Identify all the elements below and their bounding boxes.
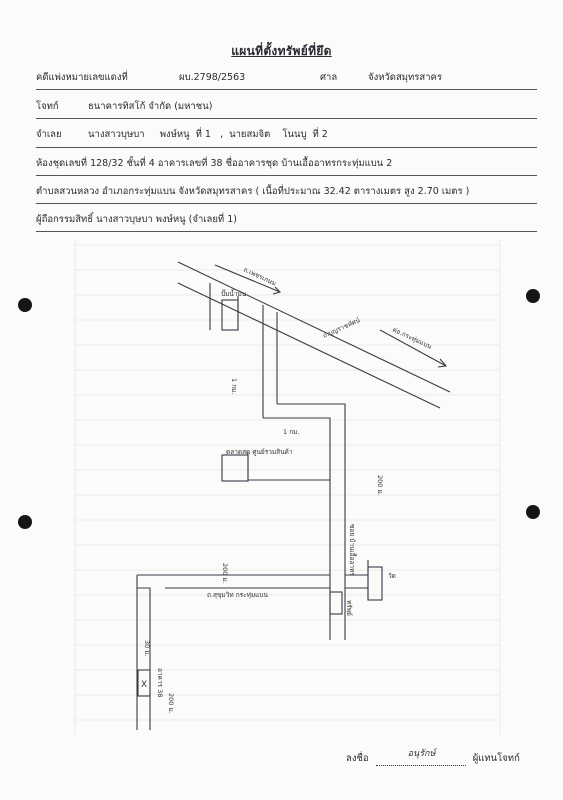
map-label-soi: ซอย บ้านเอื้ออาทร bbox=[348, 524, 356, 576]
map-label-road-diag: ถ.บุญราชทัศน์ bbox=[321, 316, 362, 340]
map-label-target: อาคาร 38 bbox=[156, 668, 164, 698]
owner-line: ผู้ถือกรรมสิทธิ์ นางสาวบุษบา พงษ์หนู (จำเลยที่ 1) bbox=[36, 214, 237, 225]
map-label-dist-5: 30 ม. bbox=[143, 640, 151, 657]
map-label-box-top: ปั๊มน้ำมัน bbox=[221, 290, 247, 298]
property-line-2: ตำบลสวนหลวง อำเภอกระทุ่มแบน จังหวัดสมุทรสาคร ( เนื้อที่ประมาณ 32.42 ตารางเมตร สูง 2.70 เมตร ) bbox=[36, 186, 470, 197]
property-line-1: ห้องชุดเลขที่ 128/32 ชั้นที่ 4 อาคารเลขที่ 38 ชื่ออาคารชุด บ้านเอื้ออาทรกระทุ่มแบน 2 bbox=[36, 158, 393, 169]
document-title: แผนที่ตั้งทรัพย์ที่ยึด bbox=[231, 44, 332, 58]
map-label-dist-3: 200 ม. bbox=[376, 475, 384, 496]
map-label-dist-4: 200 ม. bbox=[221, 563, 229, 584]
map-label-road-bottom: ถ.สุขุมวิท กระทุ่มแบน bbox=[207, 591, 268, 599]
map-label-dist-1: 1 กม. bbox=[230, 378, 238, 395]
signature-role: ผู้แทนโจทก์ bbox=[472, 753, 520, 764]
map-label-to-place: ต่อ.กระทุ่มแบน bbox=[391, 325, 433, 351]
defendant-names: นางสาวบุษบา พงษ์หนู ที่ 1 , นายสมจิต โนนบู ที่ 2 bbox=[88, 129, 328, 140]
signature-label: ลงชื่อ bbox=[346, 753, 369, 764]
case-label: คดีแพ่งหมายเลขแดงที่ bbox=[36, 72, 128, 83]
case-number: ผบ.2798/2563 bbox=[179, 72, 246, 83]
map-label-dist-2: 1 กม. bbox=[283, 428, 300, 436]
map-label-box-right: วัด bbox=[388, 572, 396, 580]
plaintiff-label: โจทก์ bbox=[36, 101, 59, 112]
map-label-dist-6: 200 ม. bbox=[167, 693, 175, 714]
signature-block bbox=[346, 751, 520, 766]
map-label-road-main: ถ.เพชรเกษม bbox=[242, 265, 278, 288]
court-name: จังหวัดสมุทรสาคร bbox=[368, 72, 442, 83]
signature-line bbox=[376, 749, 466, 766]
court-label: ศาล bbox=[320, 72, 338, 83]
map-target-mark: X bbox=[141, 680, 148, 690]
map-label-box-small: ทรัพย์ bbox=[345, 600, 353, 616]
defendant-label: จำเลย bbox=[36, 129, 62, 140]
signature-handwriting: อนุรักษ์ bbox=[407, 749, 436, 759]
plaintiff-name: ธนาคารทิสโก้ จำกัด (มหาชน) bbox=[88, 101, 213, 112]
map-label-box-market: ตลาดสด ศูนย์รวมสินค้า bbox=[226, 448, 293, 456]
